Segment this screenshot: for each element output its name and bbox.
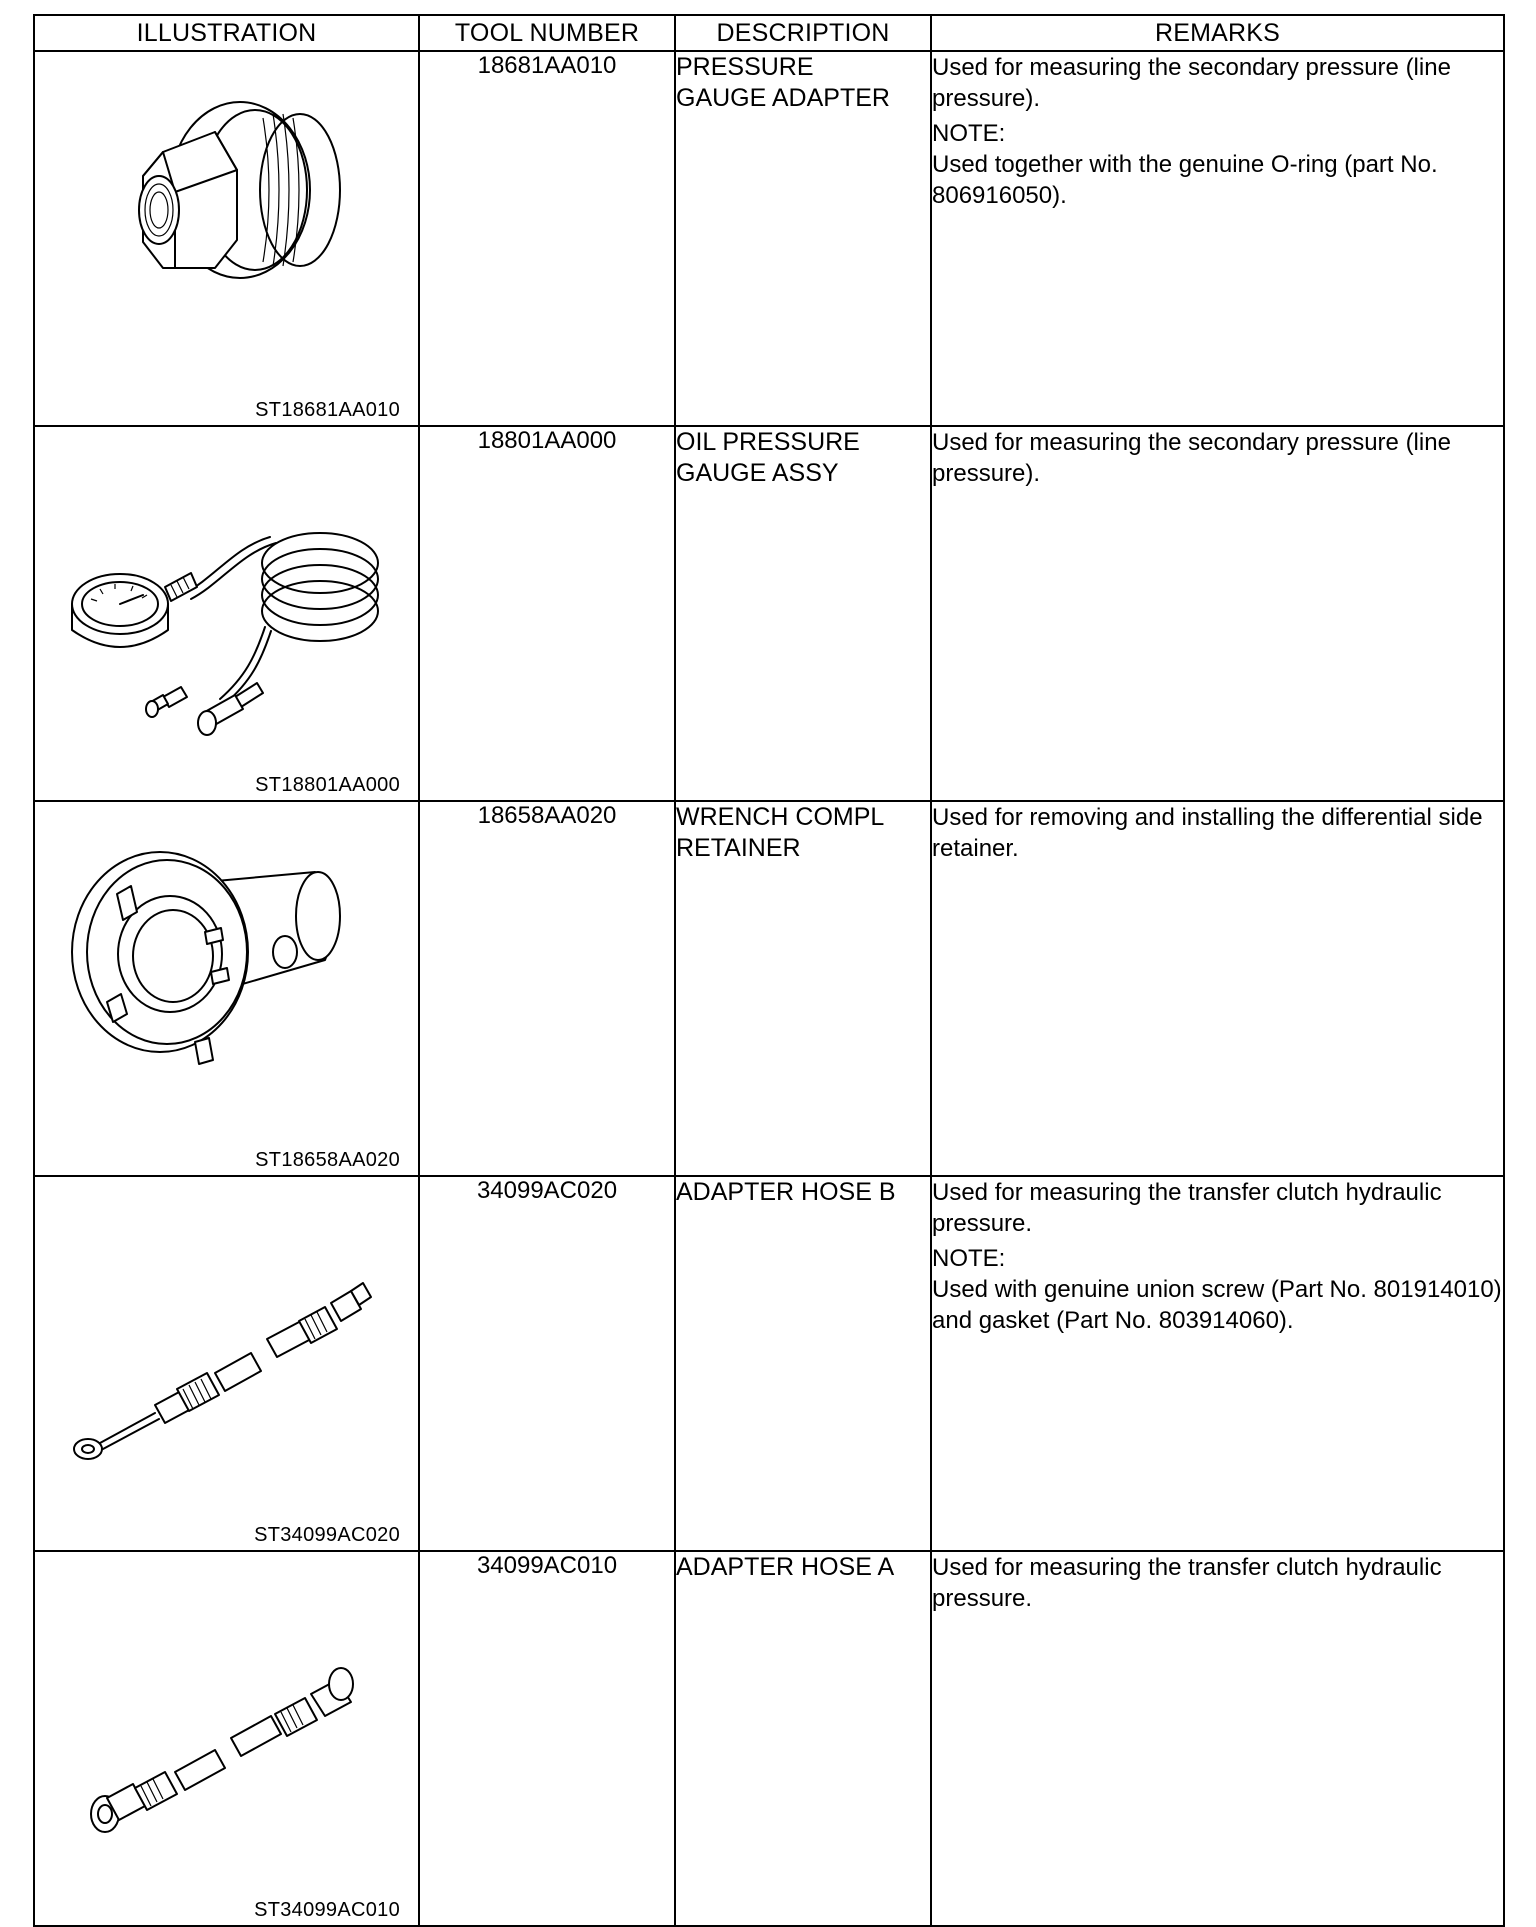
- description-line: ADAPTER HOSE A: [676, 1553, 895, 1581]
- tool-number: 18681AA010: [419, 51, 675, 426]
- header-illustration: ILLUSTRATION: [34, 15, 419, 51]
- table-row: [34, 426, 1504, 801]
- illustration-cell: [34, 1551, 419, 1926]
- adapter-hose-a-icon: [55, 1592, 400, 1882]
- description-line: ADAPTER HOSE B: [676, 1178, 896, 1206]
- description-line: PRESSURE: [676, 53, 814, 81]
- remarks: [931, 51, 1504, 426]
- note-text: Used with genuine union screw (Part No. 801914010) and gasket (Part No. 803914060).: [932, 1276, 1502, 1334]
- tool-number: 18801AA000: [419, 426, 675, 801]
- table-row: [34, 801, 1504, 1176]
- illustration-code: ST18681AA010: [255, 399, 400, 421]
- description-line: WRENCH COMPL: [676, 803, 885, 831]
- note-label: NOTE:: [932, 120, 1006, 147]
- table-row: [34, 51, 1504, 426]
- illustration-code: ST18658AA020: [255, 1149, 400, 1171]
- header-tool-number: TOOL NUMBER: [419, 15, 675, 51]
- tool-number: 18658AA020: [419, 801, 675, 1176]
- remarks-text: Used for removing and installing the differential side retainer.: [932, 804, 1483, 862]
- illustration-cell: [34, 51, 419, 426]
- adapter-hose-b-icon: [55, 1217, 400, 1507]
- table-row: [34, 1176, 1504, 1551]
- remarks: [931, 426, 1504, 801]
- illustration-code: ST34099AC010: [254, 1899, 400, 1921]
- illustration-code: ST18801AA000: [255, 774, 400, 796]
- illustration-cell: [34, 426, 419, 801]
- description-line: RETAINER: [676, 834, 801, 862]
- header-remarks: REMARKS: [931, 15, 1504, 51]
- header-description: DESCRIPTION: [675, 15, 931, 51]
- remarks-text: Used for measuring the secondary pressure (line pressure).: [932, 429, 1451, 487]
- oil-pressure-gauge-icon: [55, 467, 400, 757]
- illustration-code: ST34099AC020: [254, 1524, 400, 1546]
- header-row: [34, 15, 1504, 51]
- illustration-cell: [34, 801, 419, 1176]
- table-row: [34, 1551, 1504, 1926]
- remarks-text: Used for measuring the secondary pressure (line pressure).: [932, 54, 1451, 112]
- tool-number: 34099AC020: [419, 1176, 675, 1551]
- remarks: [931, 801, 1504, 1176]
- description-line: OIL PRESSURE: [676, 428, 860, 456]
- description-line: GAUGE ADAPTER: [676, 84, 890, 112]
- remarks-text: Used for measuring the transfer clutch hydraulic pressure.: [932, 1554, 1442, 1612]
- pressure-gauge-adapter-icon: [55, 92, 400, 382]
- description: [675, 1551, 931, 1926]
- description: [675, 426, 931, 801]
- description: [675, 1176, 931, 1551]
- tool-number: 34099AC010: [419, 1551, 675, 1926]
- special-tools-table: [33, 14, 1505, 1927]
- illustration-cell: [34, 1176, 419, 1551]
- remarks: [931, 1551, 1504, 1926]
- note-text: Used together with the genuine O-ring (part No. 806916050).: [932, 151, 1438, 209]
- description: [675, 801, 931, 1176]
- retainer-wrench-icon: [55, 842, 400, 1132]
- note-label: NOTE:: [932, 1245, 1006, 1272]
- description-line: GAUGE ASSY: [676, 459, 839, 487]
- description: [675, 51, 931, 426]
- remarks-text: Used for measuring the transfer clutch hydraulic pressure.: [932, 1179, 1442, 1237]
- remarks: [931, 1176, 1504, 1551]
